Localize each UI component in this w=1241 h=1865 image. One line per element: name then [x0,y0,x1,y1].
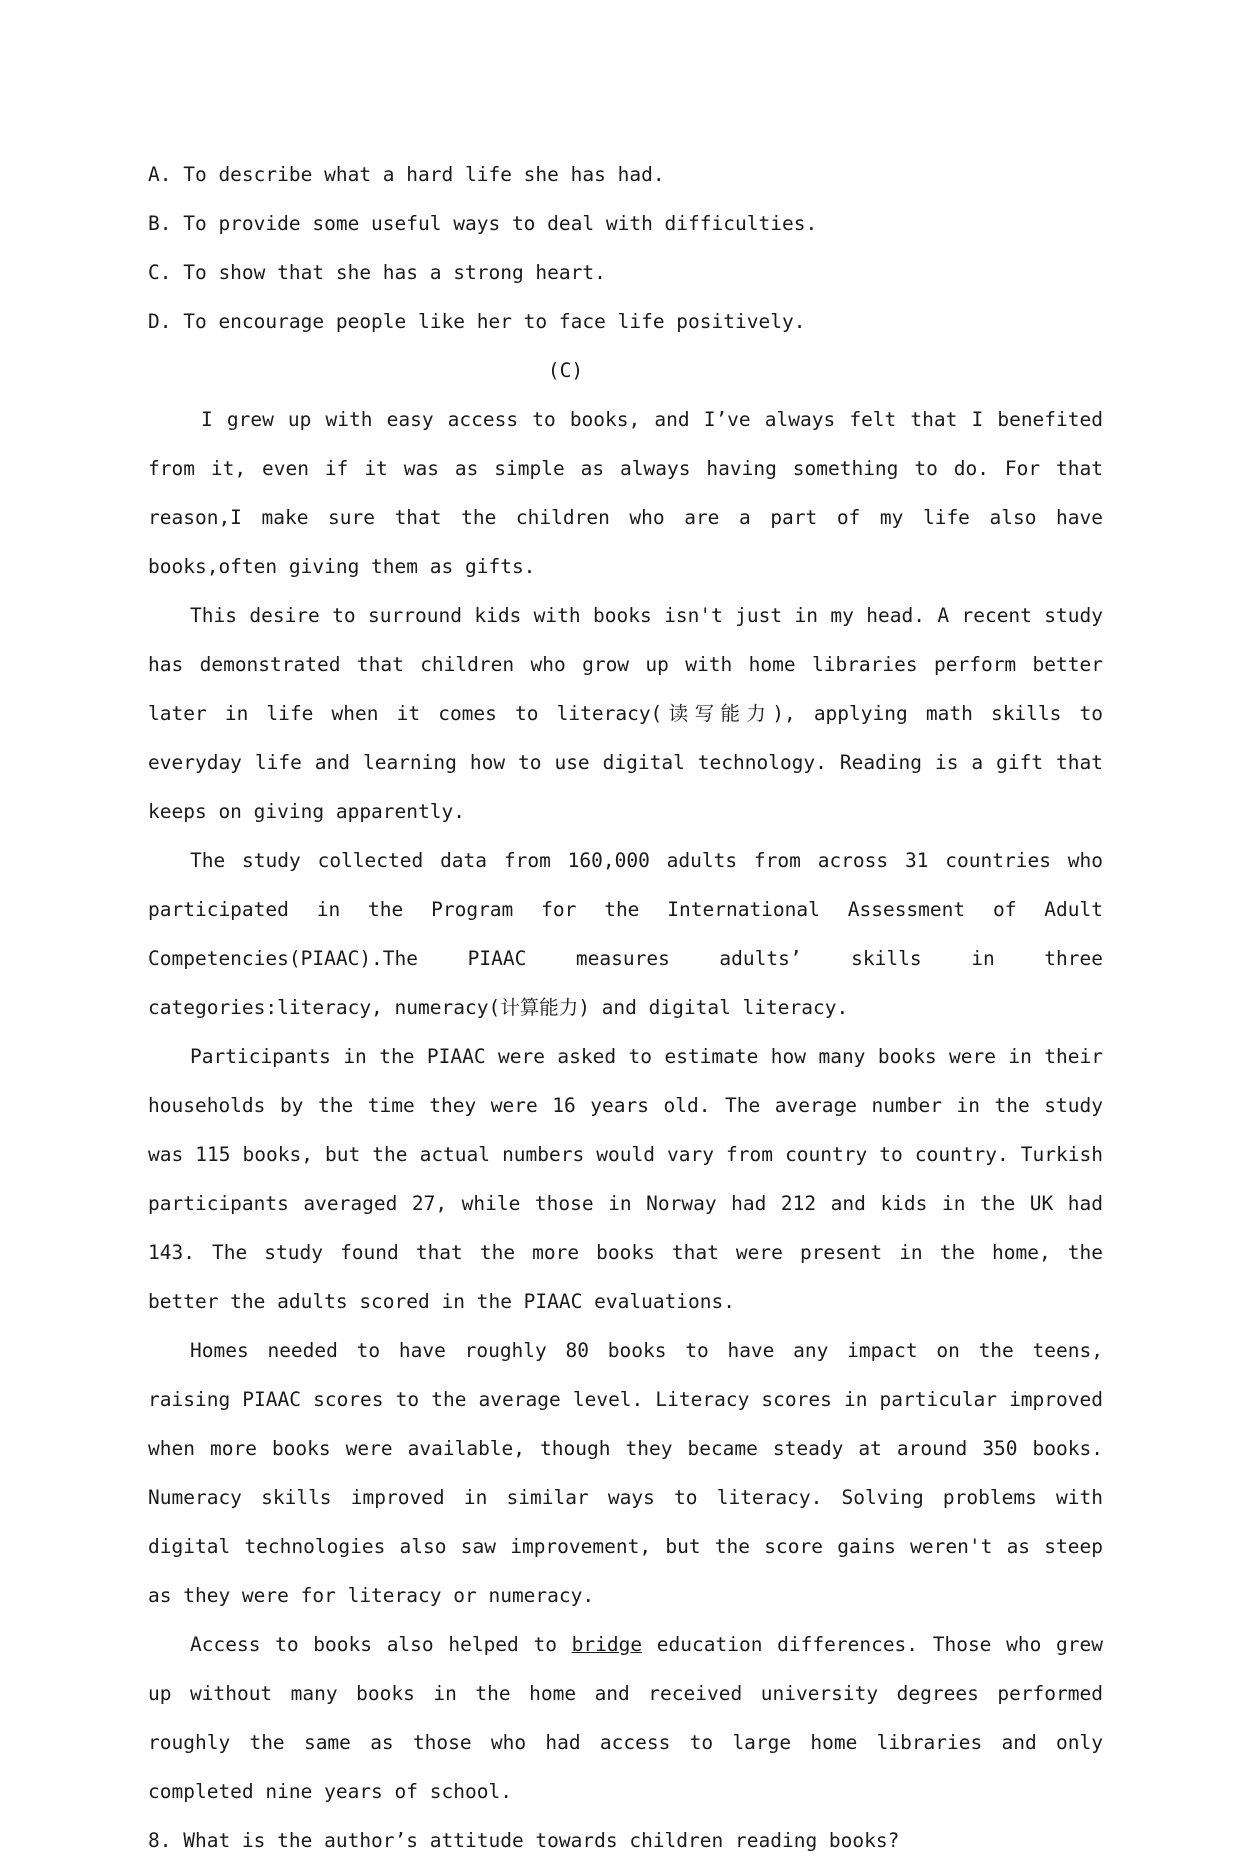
underlined-word: bridge [571,1633,643,1656]
paragraph-4: Participants in the PIAAC were asked to estimate how many books were in their households by the time they were 16 years old. The average number in the study was 115 books, but the actual numbers would vary from country to country. Turkish participants averaged 27, while those in Norway had 212 and kids in the UK had 143. The study found that the more books that were present in the home, the better the adults scored in the PIAAC evaluations. [148,1045,1103,1313]
paragraph-3: The study collected data from 160,000 adults from across 31 countries who participated in the Program for the International Assessment of Adult Competencies(PIAAC).The PIAAC measures adults’ skills in three categories:literacy, numeracy(计算能力) and digital literacy. [148,849,1103,1019]
document-page [148,150,1103,1865]
option-c: C. To show that she has a strong heart. [148,261,606,284]
paragraph-2: This desire to surround kids with books isn't just in my head. A recent study has demonstrated that children who grow up with home libraries perform better later in life when it comes to literacy(读写能力), applying math skills to everyday life and learning how to use digital technology. Reading is a gift that keeps on giving apparently. [148,604,1103,823]
section-label: (C) [547,359,584,382]
paragraph-6-before: Access to books also helped to [190,1633,572,1656]
paragraph-6 [148,1620,1103,1816]
option-b: B. To provide some useful ways to deal with difficulties. [148,212,818,235]
paragraph-5: Homes needed to have roughly 80 books to have any impact on the teens, raising PIAAC scores to the average level. Literacy scores in particular improved when more books were available, though they became steady at around 350 books. Numeracy skills improved in similar ways to literacy. Solving problems with digital technologies also saw improvement, but the score gains weren't as steep as they were for literacy or numeracy. [148,1339,1103,1607]
option-d: D. To encourage people like her to face life positively. [148,310,806,333]
option-a: A. To describe what a hard life she has had. [148,163,665,186]
paragraph-6-after: education differences. Those who grew up without many books in the home and received university degrees performed roughly the same as those who had access to large home libraries and only completed nine years of school. [148,1633,1103,1803]
question-8: 8. What is the author’s attitude towards children reading books? [148,1829,900,1852]
paragraph-1: I grew up with easy access to books, and I’ve always felt that I benefited from it, even if it was as simple as always having something to do. For that reason,I make sure that the children who are a part of my life also have books,often giving them as gifts. [148,408,1103,578]
